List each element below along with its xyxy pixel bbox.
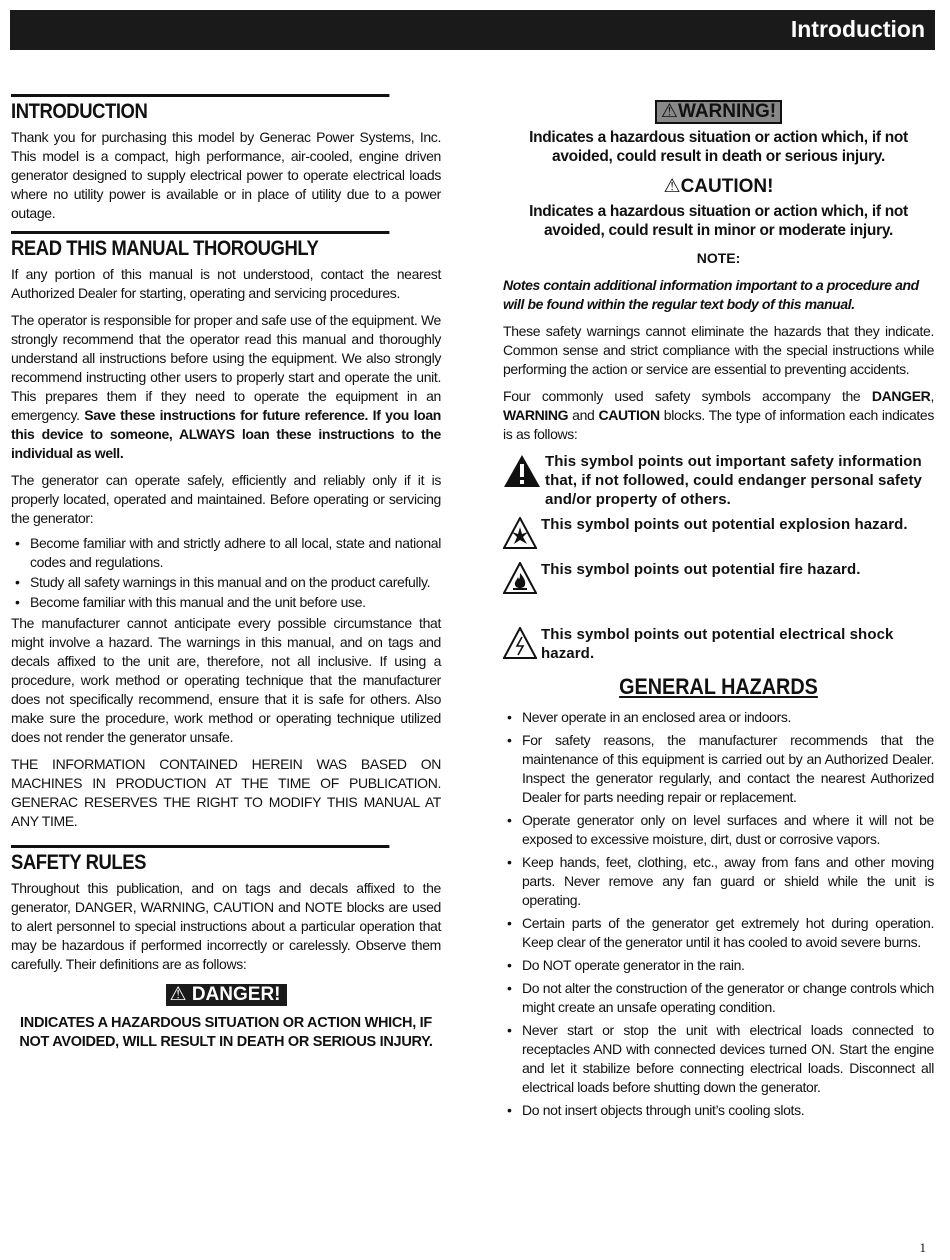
read-manual-p5: THE INFORMATION CONTAINED HEREIN WAS BASED ON MACHINES IN PRODUCTION AT THE TIME OF PUBLICATION. GENERAC RESERVES THE RIGHT TO MODIFY THIS MANUAL AT ANY TIME. [11, 756, 441, 829]
read-manual-p3: The generator can operate safely, efficiently and reliably only if it is properly located, operated and maintained. Before operating or servicing the generator: [11, 472, 441, 526]
note-label: NOTE: [696, 250, 741, 266]
warning-triangle-icon: ⚠ [660, 101, 678, 122]
read-manual-p4: The manufacturer cannot anticipate every possible circumstance that might involve a hazard. The warnings in this manual, and on tags and decals affixed to the unit are, therefore, not all inclusive. If using a procedure, work method or operating technique that the manufacturer does not specifically recommend, ensure that it is safe for others. Also make sure the procedure, work method or operating technique utilized does not render the generator unsafe. [11, 615, 441, 745]
symbol-text: This symbol points out important safety information that, if not followed, could endanger personal safety and/or property of others. [545, 453, 923, 508]
list-item: • Never start or stop the unit with electrical loads connected to receptacles AND with connected devices turned ON. Start the engine and let it stabilize before connecting electrical loads. Disconnect all electrical loads before shutting down the generator. [503, 1021, 934, 1097]
note-text: Notes contain additional information important to a procedure and will be found within the regular text body of this manual. [503, 277, 919, 312]
read-manual-bullets [11, 534, 441, 612]
warning-text: Indicates a hazardous situation or action which, if not avoided, could result in death or serious injury. [529, 129, 908, 165]
symbol-row-fire [503, 560, 934, 599]
list-item: • Never operate in an enclosed area or indoors. [503, 708, 934, 727]
caution-text: Indicates a hazardous situation or action which, if not avoided, could result in minor or moderate injury. [529, 203, 908, 239]
list-item: • For safety reasons, the manufacturer recommends that the maintenance of this equipment is carried out by an Authorized Dealer. Inspect the generator regularly, and contact the nearest Authorized Dealer for parts needing repair or replacement. [503, 731, 934, 807]
list-item: • Certain parts of the generator get extremely hot during operation. Keep clear of the generator until it has cooled to avoid severe burns. [503, 914, 934, 952]
symbol-row-explosion [503, 515, 934, 554]
danger-text: INDICATES A HAZARDOUS SITUATION OR ACTION WHICH, IF NOT AVOIDED, WILL RESULT IN DEATH OR SERIOUS INJURY. [19, 1015, 433, 1050]
read-manual-heading: READ THIS MANUAL THOROUGHLY [11, 231, 389, 261]
list-item: • Operate generator only on level surfaces and where it will not be exposed to excessive moisture, dirt, dust or corrosive vapors. [503, 811, 934, 849]
introduction-text: Thank you for purchasing this model by Generac Power Systems, Inc. This model is a compact, high performance, air-cooled, engine driven generator designed to supply electrical power to operate electrical loads where no utility power is available or in place of utility due to a power outage. [11, 129, 441, 221]
safety-rules-heading: SAFETY RULES [11, 845, 389, 875]
read-manual-p2-normal: The operator is responsible for proper and safe use of the equipment. We strongly recommend that the operator read this manual and thoroughly understand all instructions before using the equipment. We also strongly recommend instructing other users to properly start and operate the unit. This prepares them if they need to operate the equipment in an emergency. [11, 312, 441, 423]
warning-triangle-icon: ⚠ [663, 176, 681, 197]
list-item: • Become familiar with this manual and the unit before use. [11, 593, 441, 612]
warning-label: ⚠WARNING! [655, 100, 782, 124]
warning-triangle-icon: ⚠ [169, 984, 187, 1005]
list-item: • Study all safety warnings in this manual and on the product carefully. [11, 573, 441, 592]
symbol-text: This symbol points out potential fire hazard. [541, 561, 861, 578]
left-column [11, 94, 441, 1052]
introduction-heading: INTRODUCTION [11, 94, 389, 124]
exclamation-icon [503, 454, 541, 493]
safety-rules-text: Throughout this publication, and on tags and decals affixed to the generator, DANGER, WARNING, CAUTION and NOTE blocks are used to alert personnel to special instructions about a particular operation that may be hazardous if performed incorrectly or carelessly. Observe them carefully. Their definitions are as follows: [11, 880, 441, 972]
read-manual-p2-bold: Save these instructions for future reference. If you loan this device to someone, ALWAYS loan these instructions to the individual as well. [11, 407, 442, 461]
definitions-p1: These safety warnings cannot eliminate the hazards that they indicate. Common sense and strict compliance with the special instructions while performing the action or service are essential to preventing accidents. [503, 323, 934, 377]
danger-label: ⚠ DANGER! [166, 984, 287, 1006]
list-item: • Become familiar with and strictly adhere to all local, state and national codes and regulations. [11, 534, 441, 572]
symbol-row-shock [503, 625, 934, 664]
list-item: • Do not alter the construction of the generator or change controls which might create an unsafe operating condition. [503, 979, 934, 1017]
caution-label: ⚠CAUTION! [663, 176, 774, 197]
right-column [503, 100, 934, 1124]
list-item: • Do not insert objects through unit’s cooling slots. [503, 1101, 934, 1120]
list-item: • Keep hands, feet, clothing, etc., away from fans and other moving parts. Never remove any fan guard or shield while the unit is operating. [503, 853, 934, 910]
read-manual-p1: If any portion of this manual is not understood, contact the nearest Authorized Dealer for starting, operating and servicing procedures. [11, 266, 441, 301]
symbol-row-exclamation [503, 452, 934, 509]
symbol-text: This symbol points out potential explosion hazard. [541, 516, 908, 533]
header-bar [10, 10, 935, 50]
read-manual-p2 [11, 311, 441, 463]
symbol-text: This symbol points out potential electrical shock hazard. [541, 626, 894, 662]
electric-shock-icon [503, 627, 537, 664]
definitions-p2: Four commonly used safety symbols accompany the DANGER, WARNING and CAUTION blocks. The type of information each indicates is as follows: [503, 388, 935, 442]
general-hazards-list [503, 708, 934, 1120]
page-number: 1 [919, 1240, 926, 1255]
list-item: • Do NOT operate generator in the rain. [503, 956, 934, 975]
explosion-icon [503, 517, 537, 554]
fire-icon [503, 562, 537, 599]
general-hazards-heading: GENERAL HAZARDS [619, 674, 818, 699]
page-title: Introduction [790, 16, 925, 42]
